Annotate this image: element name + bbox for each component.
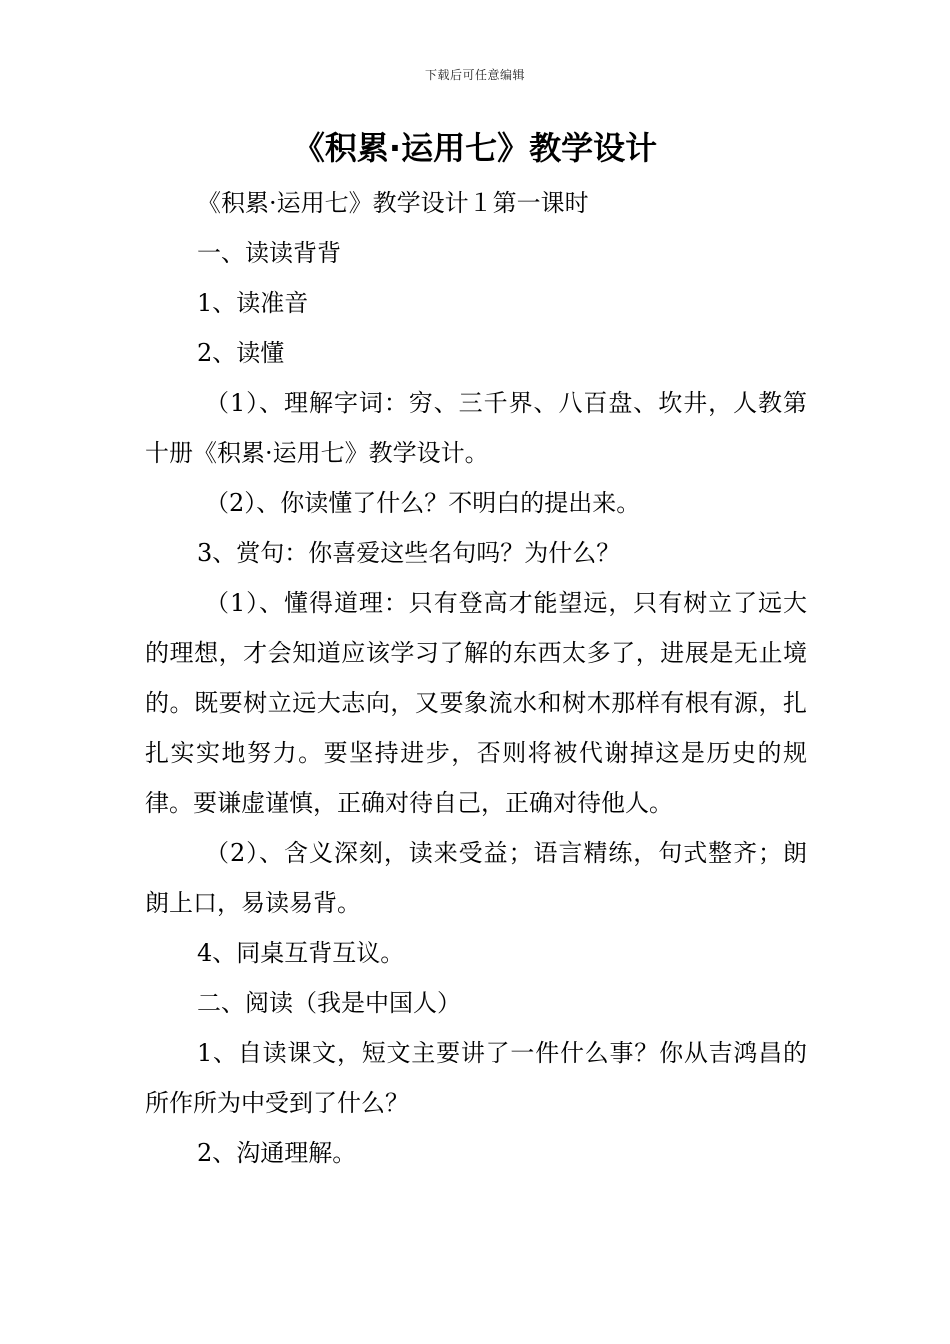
paragraph-item: 1、自读课文，短文主要讲了一件什么事？你从吉鸿昌的所作所为中受到了什么？ — [145, 1039, 807, 1117]
document-title: 《积累·运用七》教学设计 — [292, 129, 658, 167]
paragraph-subitem: （1）、理解字词：穷、三千界、八百盘、坎井，人教第十册《积累·运用七》教学设计。 — [145, 389, 807, 467]
paragraph-subitem: （1）、懂得道理：只有登高才能望远，只有树立了远大的理想，才会知道应该学习了解的东西太多了，进展是无止境的。既要树立远大志向，又要象流水和树木那样有根有源，扎扎实实地努力。要坚持进步，否则将被代谢掉这是历史的规律。要谦虚谨慎，正确对待自己，正确对待他人。 — [145, 589, 807, 817]
paragraph-item: 2、读懂 — [197, 339, 285, 367]
paragraph-subitem: （2）、你读懂了什么？不明白的提出来。 — [205, 489, 641, 517]
document-body — [145, 178, 807, 1178]
paragraph-section-2: 二、阅读（我是中国人） — [197, 989, 461, 1017]
paragraph-subitem: （2）、含义深刻，读来受益；语言精练，句式整齐；朗朗上口，易读易背。 — [145, 839, 807, 917]
paragraph-item: 2、沟通理解。 — [197, 1139, 357, 1167]
header-note: 下载后可任意编辑 — [424, 68, 525, 82]
paragraph-item: 1、读准音 — [197, 289, 309, 317]
paragraph-item: 4、同桌互背互议。 — [197, 939, 405, 967]
paragraph-subtitle: 《积累·运用七》教学设计１第一课时 — [197, 189, 589, 217]
paragraph-item: 3、赏句：你喜爱这些名句吗？为什么？ — [197, 539, 621, 567]
paragraph-section-1: 一、读读背背 — [197, 239, 341, 267]
